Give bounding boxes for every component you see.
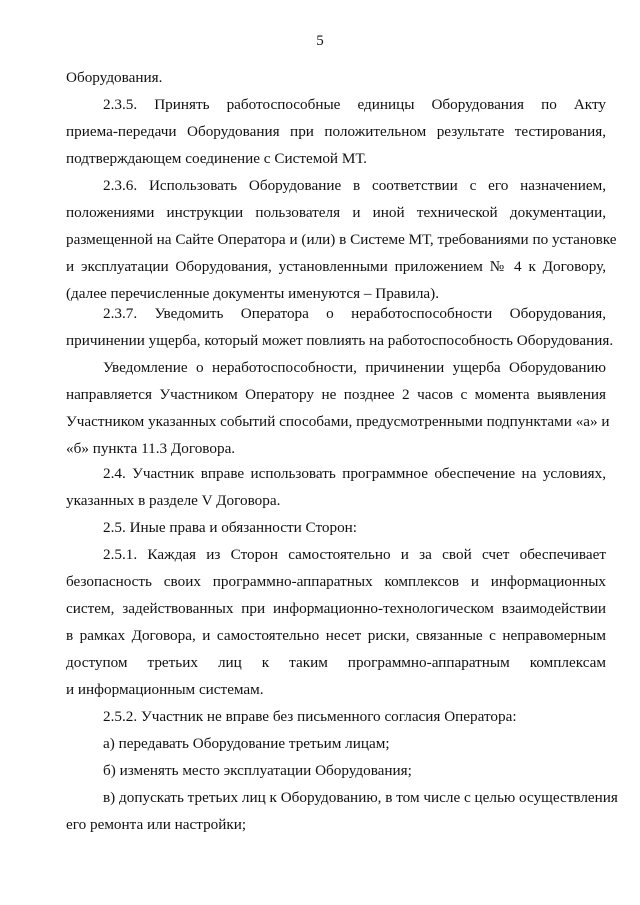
text-line: а) передавать Оборудование третьим лицам;	[103, 735, 390, 752]
text-line: б) изменять место эксплуатации Оборудования;	[103, 762, 412, 779]
text-line: подтверждающем соединение с Системой МТ.	[66, 150, 367, 167]
text-line: в) допускать третьих лиц к Оборудованию, в том числе с целью осуществления	[103, 789, 618, 806]
text-line: положениями инструкции пользователя и иной технической документации,	[66, 204, 606, 221]
text-line: и информационным системам.	[66, 681, 264, 698]
text-line: 2.5. Иные права и обязанности Сторон:	[103, 519, 358, 536]
text-line: приема-передачи Оборудования при положительном результате тестирования,	[66, 123, 606, 140]
text-line: 2.3.6. Использовать Оборудование в соответствии с его назначением,	[103, 177, 606, 194]
text-line: Уведомление о неработоспособности, причинении ущерба Оборудованию	[103, 359, 606, 376]
text-line: систем, задействованных при информационно-технологическом взаимодействии	[66, 600, 606, 617]
text-line: Оборудования.	[66, 69, 163, 86]
text-line: и эксплуатации Оборудования, установленными приложением № 4 к Договору,	[66, 258, 606, 275]
text-line: (далее перечисленные документы именуются – Правила).	[66, 285, 440, 302]
text-line: 2.3.7. Уведомить Оператора о неработоспособности Оборудования,	[103, 305, 606, 322]
text-line: в рамках Договора, и самостоятельно несет риски, связанные с неправомерным	[66, 627, 606, 644]
text-line: 2.4. Участник вправе использовать программное обеспечение на условиях,	[103, 465, 606, 482]
text-line: 2.5.1. Каждая из Сторон самостоятельно и за свой счет обеспечивает	[103, 546, 606, 563]
text-line: причинении ущерба, который может повлиять на работоспособность Оборудования.	[66, 332, 614, 349]
text-line: указанных в разделе V Договора.	[66, 492, 281, 509]
text-line: размещенной на Сайте Оператора и (или) в Системе МТ, требованиями по установке	[66, 231, 617, 248]
text-line: «б» пункта 11.3 Договора.	[66, 440, 236, 457]
text-line: 2.5.2. Участник не вправе без письменного согласия Оператора:	[103, 708, 517, 725]
text-line: безопасность своих программно-аппаратных комплексов и информационных	[66, 573, 606, 590]
text-line: направляется Участником Оператору не позднее 2 часов с момента выявления	[66, 386, 606, 403]
text-line: 2.3.5. Принять работоспособные единицы Оборудования по Акту	[103, 96, 606, 113]
page-number: 5	[316, 33, 324, 49]
text-line: его ремонта или настройки;	[66, 816, 247, 833]
text-line: доступом третьих лиц к таким программно-аппаратным комплексам	[66, 654, 606, 671]
text-line: Участником указанных событий способами, предусмотренными подпунктами «а» и	[66, 413, 610, 430]
